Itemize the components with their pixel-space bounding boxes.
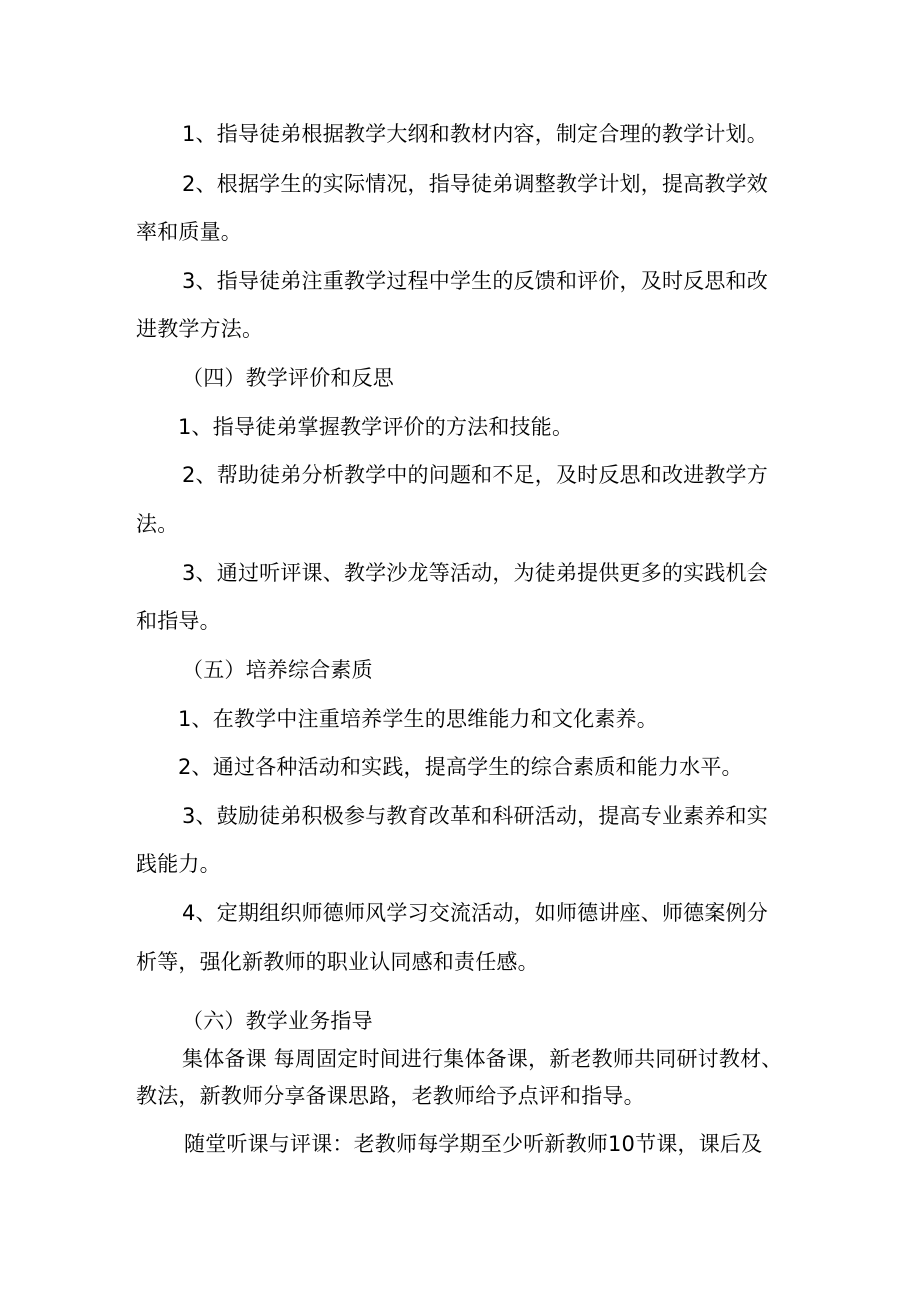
paragraph-line: 3、指导徒弟注重教学过程中学生的反馈和评价，及时反思和改 [182, 269, 768, 293]
section-heading: （五）培养综合素质 [182, 658, 373, 682]
paragraph-line: 和指导。 [136, 609, 221, 633]
paragraph-line: 2、通过各种活动和实践，提高学生的综合素质和能力水平。 [178, 755, 743, 779]
paragraph-line: 教法，新教师分享备课思路，老教师给予点评和指导。 [136, 1084, 645, 1108]
paragraph-line: 践能力。 [136, 852, 221, 876]
paragraph-line: 4、定期组织师德师风学习交流活动，如师德讲座、师德案例分 [182, 901, 768, 925]
paragraph-line: 进教学方法。 [136, 317, 264, 341]
section-heading: （四）教学评价和反思 [182, 366, 394, 390]
paragraph-line: 随堂听课与评课：老教师每学期至少听新教师10节课，课后及 [184, 1132, 763, 1156]
paragraph-line: 3、通过听评课、教学沙龙等活动，为徒弟提供更多的实践机会 [182, 561, 768, 585]
paragraph-line: 集体备课 每周固定时间进行集体备课，新老教师共同研讨教材、 [182, 1047, 783, 1071]
paragraph-line: 1、指导徒弟掌握教学评价的方法和技能。 [178, 415, 574, 439]
paragraph-line: 2、根据学生的实际情况，指导徒弟调整教学计划，提高教学效 [182, 172, 768, 196]
paragraph-line: 1、指导徒弟根据教学大纲和教材内容，制定合理的教学计划。 [182, 122, 768, 146]
paragraph-line: 3、鼓励徒弟积极参与教育改革和科研活动，提高专业素养和实 [182, 804, 768, 828]
paragraph-line: 法。 [136, 512, 179, 536]
paragraph-line: 2、帮助徒弟分析教学中的问题和不足，及时反思和改进教学方 [182, 463, 768, 487]
paragraph-line: 1、在教学中注重培养学生的思维能力和文化素养。 [178, 707, 658, 731]
section-heading: （六）教学业务指导 [182, 1009, 373, 1033]
paragraph-line: 析等，强化新教师的职业认同感和责任感。 [136, 950, 539, 974]
paragraph-line: 率和质量。 [136, 220, 242, 244]
